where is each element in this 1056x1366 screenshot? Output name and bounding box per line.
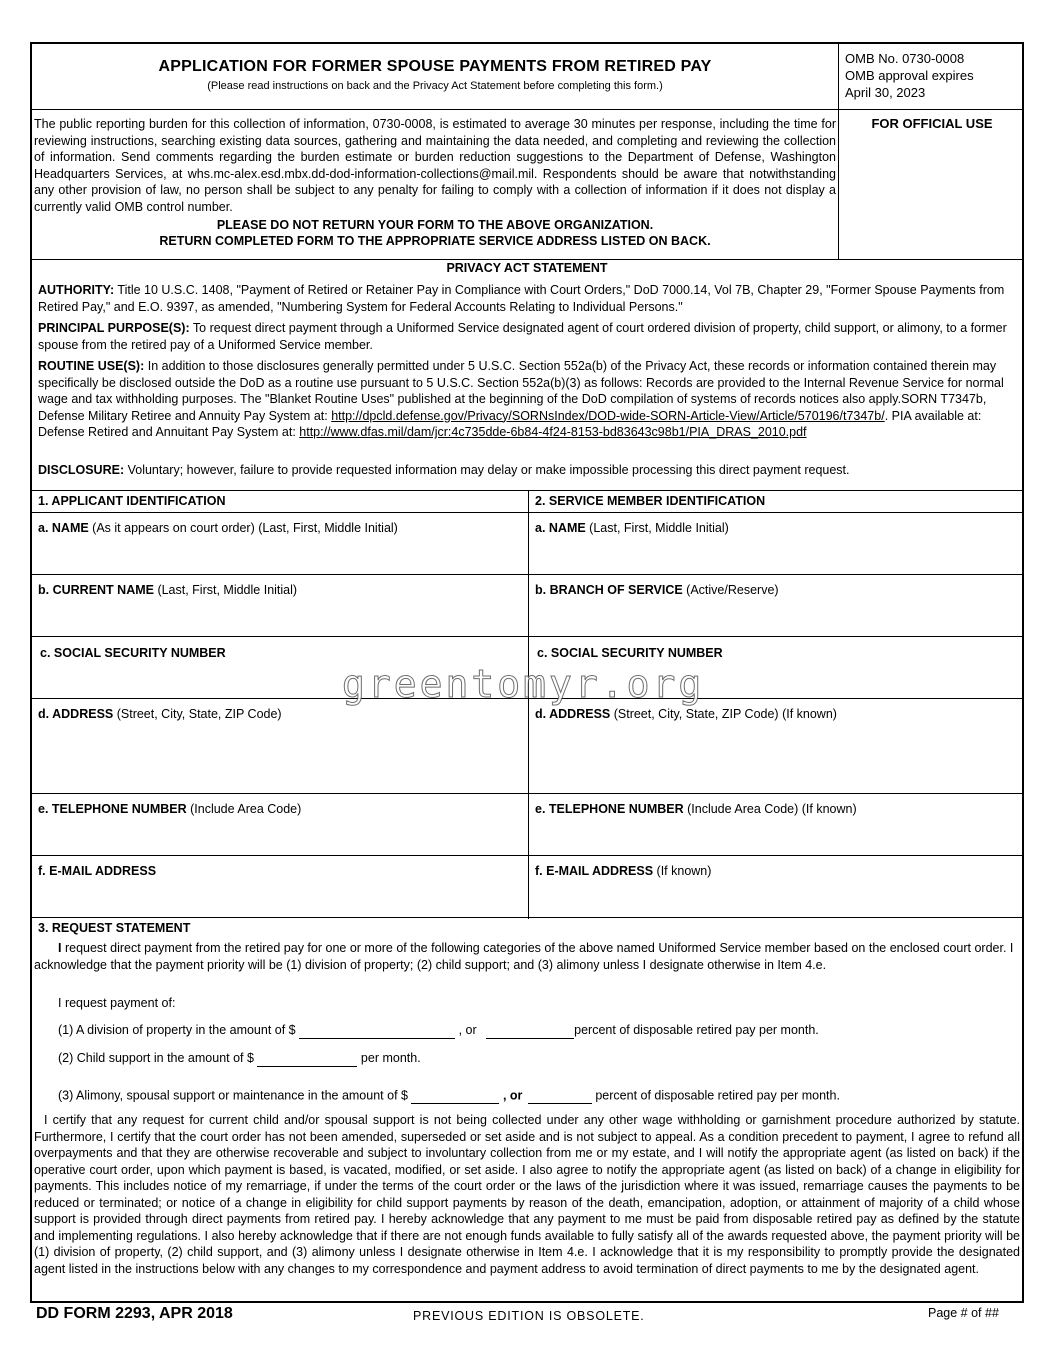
field-label: c. SOCIAL SECURITY NUMBER	[40, 646, 226, 660]
routine-mid-text: . PIA available at: Defense Retired and Annuitant Pay System at:	[38, 408, 982, 439]
return-notice-1: PLEASE DO NOT RETURN YOUR FORM TO THE ABOVE ORGANIZATION.	[216, 218, 654, 232]
request-intro-first: I	[58, 941, 62, 955]
official-use-label: FOR OFFICIAL USE	[871, 116, 993, 131]
member-phone-field[interactable]	[535, 802, 857, 816]
applicant-address-field[interactable]	[38, 707, 282, 721]
member-heading: 2. SERVICE MEMBER IDENTIFICATION	[535, 494, 766, 508]
applicant-email-field[interactable]	[38, 864, 156, 878]
field-hint: (Include Area Code)	[186, 802, 302, 816]
form-id: DD FORM 2293, APR 2018	[36, 1305, 233, 1322]
omb-expires-label: OMB approval expires	[845, 68, 974, 83]
principal-purpose-paragraph	[38, 320, 1018, 353]
line-text: percent of disposable retired pay per month.	[574, 1023, 819, 1037]
request-heading: 3. REQUEST STATEMENT	[38, 921, 191, 935]
field-label: d. ADDRESS	[38, 707, 114, 721]
authority-label: AUTHORITY:	[38, 283, 115, 297]
divider	[32, 636, 1022, 637]
field-label: a. NAME	[535, 521, 586, 535]
routine-use-paragraph	[38, 358, 1018, 441]
line-text: percent of disposable retired pay per month.	[595, 1088, 840, 1103]
member-ssn-field[interactable]	[537, 646, 723, 660]
field-hint: (Include Area Code) (If known)	[683, 802, 857, 816]
request-intro	[34, 940, 1020, 973]
field-label: b. CURRENT NAME	[38, 583, 154, 597]
burden-text: The public reporting burden for this collection of information, 0730-0008, is estimated to average 30 minutes per response, including the time for reviewing instructions, searching existing data sources, gathering and maintaining the data needed, and completing and reviewing the collection of information. Send comments regarding the burden estimate or burden reduction suggestions to the Department of Defense, Washington Headquarters Services, at whs.mc-alex.esd.mbx.dd-dod-information-collections@mail.mil. Respondents should be aware that notwithstanding any other provision of law, no person shall be subject to any penalty for failing to comply with a collection of information if it does not display a currently valid OMB control number.	[34, 117, 836, 214]
header-divider	[838, 44, 839, 259]
divider	[32, 855, 1022, 856]
field-label: e. TELEPHONE NUMBER	[535, 802, 684, 816]
property-percent-input[interactable]	[486, 1023, 574, 1039]
privacy-act-title: PRIVACY ACT STATEMENT	[446, 261, 608, 275]
field-label: f. E-MAIL ADDRESS	[38, 864, 157, 878]
field-hint: (Street, City, State, ZIP Code) (If known)	[610, 707, 837, 721]
field-hint: (Last, First, Middle Initial)	[585, 521, 729, 535]
omb-block	[845, 50, 974, 101]
purpose-label: PRINCIPAL PURPOSE(S):	[38, 321, 190, 335]
form-title: APPLICATION FOR FORMER SPOUSE PAYMENTS FROM RETIRED PAY	[158, 58, 712, 75]
field-label: b. BRANCH OF SERVICE	[535, 583, 683, 597]
field-label: a. NAME	[38, 521, 89, 535]
authority-paragraph	[38, 282, 1018, 315]
pia-link[interactable]: http://www.dfas.mil/dam/jcr:4c735dde-6b84-4f24-8153-bd83643c98b1/PIA_DRAS_2010.pdf	[299, 425, 807, 439]
alimony-percent-input[interactable]	[528, 1081, 592, 1104]
line-text: , or	[458, 1023, 477, 1037]
line-text: , or	[502, 1088, 523, 1103]
field-hint: (Active/Reserve)	[682, 583, 779, 597]
divider	[32, 574, 1022, 575]
field-hint: (Last, First, Middle Initial)	[153, 583, 298, 597]
field-hint: (Street, City, State, ZIP Code)	[113, 707, 282, 721]
sorn-link[interactable]: http://dpcld.defense.gov/Privacy/SORNsIndex/DOD-wide-SORN-Article-View/Article/570196/t7347b/	[331, 408, 885, 423]
member-email-field[interactable]	[535, 864, 711, 878]
applicant-heading: 1. APPLICANT IDENTIFICATION	[38, 494, 226, 508]
request-of-label: I request payment of:	[58, 996, 176, 1010]
divider	[32, 109, 1022, 110]
applicant-phone-field[interactable]	[38, 802, 301, 816]
obsolete-notice: PREVIOUS EDITION IS OBSOLETE.	[413, 1309, 645, 1323]
authority-text: Title 10 U.S.C. 1408, "Payment of Retired or Retainer Pay in Compliance with Court Orders," DoD 7000.14, Vol 7B, Chapter 29, "Former Spouse Payments from Retired Pay," and E.O. 9397, as amended, "Numbering System for Federal Accounts Relating to Individual Persons."	[38, 283, 1005, 314]
child-support-amount-input[interactable]	[257, 1051, 357, 1067]
return-notice-2: RETURN COMPLETED FORM TO THE APPROPRIATE SERVICE ADDRESS LISTED ON BACK.	[159, 234, 711, 248]
form-subtitle: (Please read instructions on back and the Privacy Act Statement before completing this form.)	[207, 80, 663, 92]
line-text: per month.	[360, 1051, 421, 1065]
divider	[32, 259, 1022, 260]
field-label: f. E-MAIL ADDRESS	[535, 864, 654, 878]
disclosure-text: Voluntary; however, failure to provide requested information may delay or make impossible processing this direct payment request.	[124, 463, 850, 477]
line-text: (1) A division of property in the amount of $	[58, 1023, 296, 1037]
member-name-field[interactable]	[535, 521, 729, 535]
burden-statement	[34, 116, 836, 249]
routine-text: In addition to those disclosures generally permitted under 5 U.S.C. Section 552a(b) of the Privacy Act, these records or information contained therein may specifically be disclosed outside the DoD as a routine use pursuant to 5 U.S.C. Section 552a(b)(3) as follows: Records are provided to the Internal Revenue Service for normal wage and tax withholding purposes. The "Blanket Routine Uses" published at the beginning of the DoD compilation of systems of records notices also apply.SORN T7347b, Defense Military Retiree and Annuity Pay System at:	[38, 359, 1004, 423]
field-label: c. SOCIAL SECURITY NUMBER	[537, 646, 723, 660]
request-line-alimony	[58, 1081, 1008, 1104]
divider	[32, 917, 1022, 918]
purpose-text: To request direct payment through a Uniformed Service designated agent of court ordered division of property, child support, or alimony, to a former spouse from the retired pay of a Uniformed Service member.	[38, 321, 1007, 352]
watermark: greentomyr.org	[342, 662, 705, 706]
omb-number: OMB No. 0730-0008	[845, 51, 965, 66]
applicant-ssn-field[interactable]	[40, 646, 226, 660]
line-text: (3) Alimony, spousal support or maintenance in the amount of $	[58, 1088, 408, 1103]
request-line-property	[58, 1022, 998, 1039]
certification-paragraph: I certify that any request for current child and/or spousal support is not being collected under any other wage withholding or garnishment procedure authorized by statute. Furthermore, I certify that the court order has not been amended, superseded or set aside and is not subject to appeal. As a condition precedent to payment, I agree to refund all overpayments and that they are otherwise recoverable and subject to involuntary collection from me or my estate, and I will notify the appropriate agent (as listed on back) if the operative court order, upon which payment is based, is vacated, modified, or set aside. I also agree to notify the appropriate agent (as listed on back) of a change in eligibility for payments. This includes notice of my remarriage, if under the terms of the court order or the laws of the jurisdiction where it was issued, remarriage causes the payments to be reduced or terminated; or notice of a change in eligibility for child support payments by reason of the death, emancipation, adoption, or attainment of majority of a child whose support is provided through direct payments from retired pay. I hereby acknowledge that any payment to me must be paid from disposable retired pay as defined by the statute and implementing regulations. I also hereby acknowledge that if there are not enough funds available to fully satisfy all of the awards requested above, the payment priority will be (1) division of property, (2) child support, and (3) alimony unless I designate otherwise in Item 4.e. I acknowledge that it is my responsibility to promptly provide the designated agent listed in the instructions below with any changes to my correspondence and payment address to avoid termination of direct payments to me by the designated agent.	[34, 1113, 1020, 1276]
omb-expires-date: April 30, 2023	[845, 85, 926, 100]
divider	[32, 793, 1022, 794]
field-hint: (As it appears on court order) (Last, First, Middle Initial)	[88, 521, 398, 535]
alimony-amount-input[interactable]	[411, 1081, 499, 1104]
disclosure-label: DISCLOSURE:	[38, 463, 125, 477]
divider	[32, 512, 1022, 513]
divider	[32, 490, 1022, 491]
applicant-name-field[interactable]	[38, 521, 398, 535]
line-text: (2) Child support in the amount of $	[58, 1051, 254, 1065]
property-amount-input[interactable]	[299, 1023, 455, 1039]
disclosure-paragraph	[38, 462, 1018, 479]
page-number: Page # of ##	[928, 1306, 999, 1320]
member-address-field[interactable]	[535, 707, 837, 721]
routine-label: ROUTINE USE(S):	[38, 359, 145, 373]
request-line-child-support	[58, 1050, 958, 1067]
field-hint: (If known)	[653, 864, 712, 878]
applicant-current-name-field[interactable]	[38, 583, 297, 597]
field-label: d. ADDRESS	[535, 707, 611, 721]
member-branch-field[interactable]	[535, 583, 779, 597]
request-intro-text: request direct payment from the retired pay for one or more of the following categories of the above named Uniformed Service member based on the enclosed court order. I acknowledge that the payment priority will be (1) division of property; (2) child support; and (3) alimony unless I designate otherwise in Item 4.e.	[34, 941, 1014, 972]
field-label: e. TELEPHONE NUMBER	[38, 802, 187, 816]
